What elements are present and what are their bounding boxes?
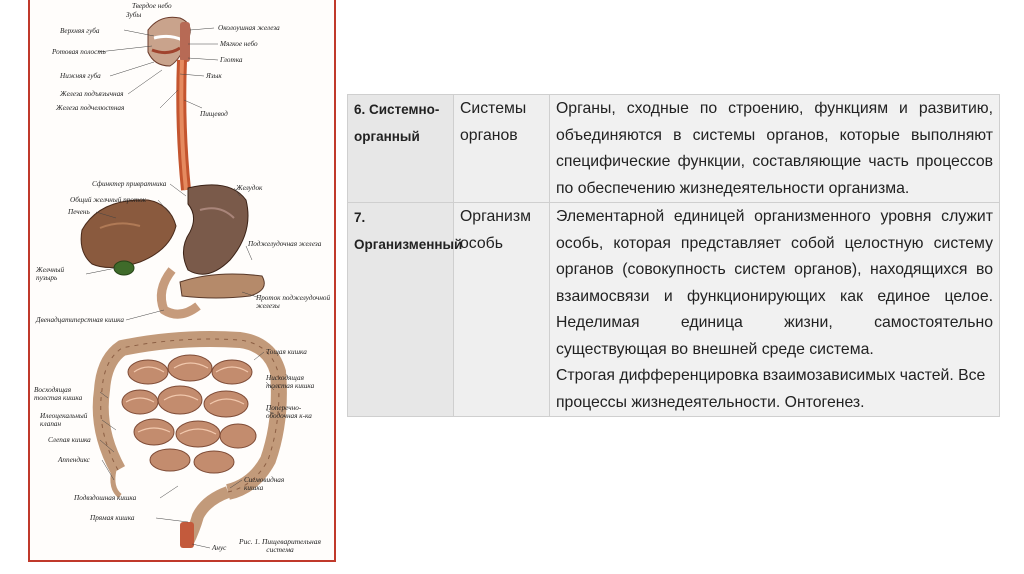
label-anus: Анус [212,544,227,552]
unit-cell: Системы органов [454,95,550,203]
label-okoloushnaya: Околоушная железа [218,24,280,32]
label-podyazychnaya: Железа подъязычная [60,90,124,98]
digestive-system-figure [28,0,336,562]
label-toshchaya: Тощая кишка [266,348,307,356]
level-cell: 7. Организменный [348,203,454,417]
label-poperechno: Поперечно-ободочная к-ка [266,404,312,420]
label-slepaya: Слепая кишка [48,436,91,444]
label-zuby: Зубы [126,11,142,19]
table-row [348,95,1000,203]
label-myagkoe-nebo: Мягкое небо [220,40,258,48]
figure-caption: Рис. 1. Пищеварительная система [239,537,321,554]
description-cell [550,203,1000,417]
label-pishchevod: Пищевод [200,110,228,118]
label-dvenadtsati: Двенадцатиперстная кишка [36,316,124,324]
label-niskhodyashchaya: Нисходящая толстая кишка [266,374,315,390]
label-podchelyustnaya: Железа подчелюстная [56,104,125,112]
label-glotka: Глотка [220,56,243,64]
label-obshchiy-protok: Общий желчный проток [70,196,147,204]
label-voskhodyashchaya: Восходящая толстая кишка [34,386,83,402]
description-note: Строгая дифференцировка взаимозависимых частей. Все процессы жизнедеятельности. Онтогенез. [556,367,986,411]
unit-cell: Организм особь [454,203,550,417]
label-nizhnyaya-guba: Нижняя губа [60,72,101,80]
label-pryamaya: Прямая кишка [90,514,135,522]
label-sfinkter: Сфинктер привратника [92,180,167,188]
levels-table [347,94,1000,417]
description-cell: Органы, сходные по строению, функциям и развитию, объединяются в системы органов, которые выполняют специфические функции, составляющие часть процессов по обеспечению жизнедеятельности организма. [550,95,1000,203]
label-protok-pzh: Проток поджелудочной железы [256,294,331,310]
label-podzheludochnaya: Поджелудочная железа [248,240,322,248]
label-verkhnyaya-guba: Верхняя губа [60,27,100,35]
label-pechen: Печень [68,208,90,216]
table-row [348,203,1000,417]
label-tverdoe-nebo: Твердое небо [132,2,172,10]
label-yazyk: Язык [206,72,222,80]
label-podvzdoshnaya: Подвздошная кишка [74,494,137,502]
label-rotovaya-polost: Ротовая полость [52,48,106,56]
description-text: Элементарной единицей организменного уровня служит особь, которая представляет собой целостную систему органов (совокупность систем органов), находящихся во взаимосвязи и функционирующих как единое целое. Неделимая единица жизни, самостоятельно существующая во внешней среде система. [556,208,993,358]
label-zheludok: Желудок [236,184,263,192]
level-cell: 6. Системно-органный [348,95,454,203]
label-zhelchnyy: Желчный пузырь [36,266,65,282]
label-ileotsekalnyy: Илеоцекальный клапан [40,412,88,428]
label-sigmovidnaya: Сигмовидная кишка [244,476,285,492]
label-appendiks: Аппендикс [58,456,90,464]
